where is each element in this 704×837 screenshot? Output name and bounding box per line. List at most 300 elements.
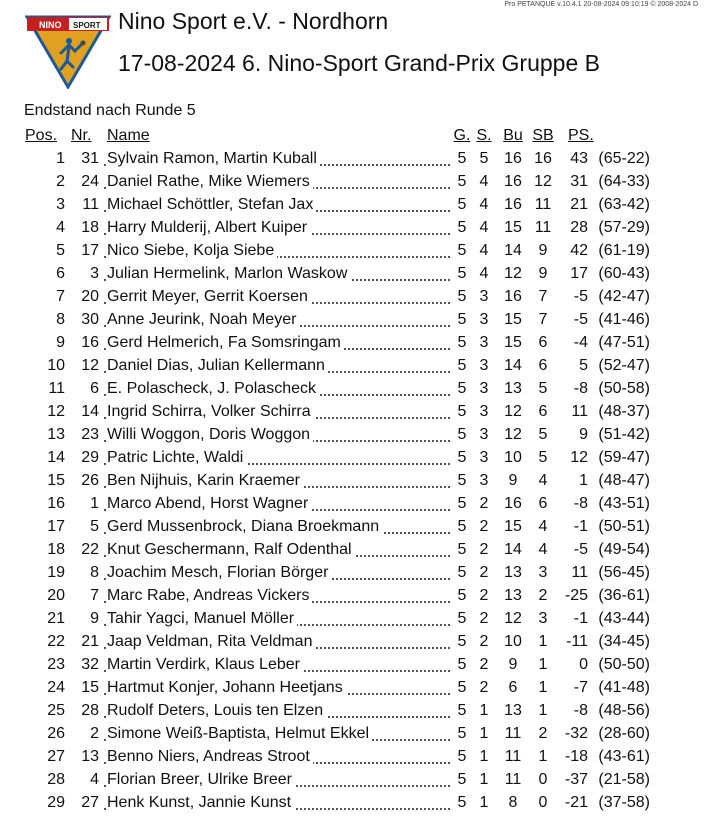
cell-feinbuchholz: 12	[534, 173, 552, 190]
cell-rank: 18	[47, 541, 65, 558]
cell-team-number: 16	[81, 334, 99, 351]
team-name-text: Marc Rabe, Andreas Vickers	[107, 587, 312, 604]
cell-games: 5	[457, 610, 467, 627]
cell-feinbuchholz: 1	[538, 656, 548, 673]
header-ps: PS.	[568, 127, 594, 144]
cell-feinbuchholz: 11	[534, 196, 552, 213]
cell-points-score: (41-46)	[598, 311, 650, 328]
cell-buchholz: 6	[508, 679, 518, 696]
cell-team-number: 12	[81, 357, 99, 374]
cell-points-score: (34-45)	[598, 633, 650, 650]
cell-wins: 2	[479, 656, 489, 673]
cell-games: 5	[457, 656, 467, 673]
cell-points-diff: -8	[573, 702, 588, 719]
cell-points-diff: -5	[573, 541, 588, 558]
cell-games: 5	[457, 794, 467, 811]
cell-points-score: (49-54)	[598, 541, 650, 558]
cell-points-score: (59-47)	[598, 449, 650, 466]
cell-points-score: (43-61)	[598, 748, 650, 765]
svg-text:SPORT: SPORT	[73, 21, 101, 30]
cell-feinbuchholz: 4	[538, 541, 548, 558]
cell-points-score: (61-19)	[598, 242, 650, 259]
header-bu: Bu	[503, 127, 523, 144]
cell-wins: 2	[479, 495, 489, 512]
cell-buchholz: 9	[508, 656, 518, 673]
cell-team-number: 7	[90, 587, 99, 604]
team-name-text: Harry Mulderij, Albert Kuiper	[107, 219, 310, 236]
team-name-text: Simone Weiß-Baptista, Helmut Ekkel	[107, 725, 372, 742]
cell-wins: 1	[479, 748, 489, 765]
cell-team-name	[103, 561, 452, 584]
cell-rank: 24	[47, 679, 65, 696]
cell-feinbuchholz: 1	[538, 633, 548, 650]
cell-buchholz: 16	[504, 150, 522, 167]
table-row	[22, 745, 650, 768]
cell-points-score: (43-44)	[598, 610, 650, 627]
cell-rank: 9	[56, 334, 65, 351]
cell-wins: 3	[479, 288, 489, 305]
cell-feinbuchholz: 5	[538, 426, 548, 443]
cell-games: 5	[457, 725, 467, 742]
team-name-text: Benno Niers, Andreas Stroot	[107, 748, 313, 765]
cell-team-name	[103, 170, 452, 193]
cell-team-number: 18	[81, 219, 99, 236]
header-g: G.	[453, 127, 471, 144]
cell-team-name	[103, 492, 452, 515]
cell-rank: 29	[47, 794, 65, 811]
cell-team-number: 9	[90, 610, 99, 627]
cell-games: 5	[457, 288, 467, 305]
cell-team-number: 1	[90, 495, 99, 512]
cell-rank: 21	[47, 610, 65, 627]
cell-games: 5	[457, 357, 467, 374]
team-name-text: Jaap Veldman, Rita Veldman	[107, 633, 315, 650]
cell-wins: 2	[479, 679, 489, 696]
cell-points-diff: 5	[579, 357, 588, 374]
cell-team-number: 21	[81, 633, 99, 650]
cell-rank: 26	[47, 725, 65, 742]
cell-buchholz: 9	[508, 472, 518, 489]
cell-points-diff: -5	[573, 311, 588, 328]
cell-feinbuchholz: 6	[538, 357, 548, 374]
cell-wins: 4	[479, 173, 489, 190]
cell-games: 5	[457, 702, 467, 719]
cell-feinbuchholz: 16	[534, 150, 552, 167]
team-name-text: E. Polascheck, J. Polascheck	[107, 380, 319, 397]
table-row	[22, 331, 650, 354]
cell-wins: 1	[479, 771, 489, 788]
cell-wins: 4	[479, 265, 489, 282]
svg-text:NINO: NINO	[39, 20, 62, 30]
team-name-text: Anne Jeurink, Noah Meyer	[107, 311, 299, 328]
cell-points-diff: -5	[573, 288, 588, 305]
cell-points-diff: -37	[564, 771, 588, 788]
cell-rank: 1	[56, 150, 65, 167]
cell-team-number: 14	[81, 403, 99, 420]
cell-wins: 3	[479, 334, 489, 351]
cell-rank: 3	[56, 196, 65, 213]
table-row	[22, 400, 650, 423]
team-name-text: Gerd Mussenbrock, Diana Broekmann	[107, 518, 382, 535]
table-row	[22, 262, 650, 285]
cell-team-number: 28	[81, 702, 99, 719]
team-name-text: Ben Nijhuis, Karin Kraemer	[107, 472, 303, 489]
cell-buchholz: 12	[504, 426, 522, 443]
table-row	[22, 791, 650, 814]
cell-feinbuchholz: 4	[538, 518, 548, 535]
team-name-text: Daniel Rathe, Mike Wiemers	[107, 173, 313, 190]
cell-points-score: (52-47)	[598, 357, 650, 374]
cell-wins: 2	[479, 564, 489, 581]
club-logo	[25, 9, 111, 89]
cell-wins: 1	[479, 794, 489, 811]
cell-team-number: 6	[90, 380, 99, 397]
cell-team-number: 30	[81, 311, 99, 328]
cell-buchholz: 16	[504, 495, 522, 512]
cell-team-name	[103, 446, 452, 469]
table-row	[22, 285, 650, 308]
cell-buchholz: 8	[508, 794, 518, 811]
cell-games: 5	[457, 426, 467, 443]
cell-team-name	[103, 607, 452, 630]
cell-wins: 2	[479, 610, 489, 627]
header-sb: SB	[532, 127, 554, 144]
cell-feinbuchholz: 11	[534, 219, 552, 236]
cell-wins: 2	[479, 587, 489, 604]
cell-points-score: (64-33)	[598, 173, 650, 190]
cell-rank: 4	[56, 219, 65, 236]
cell-feinbuchholz: 9	[538, 242, 548, 259]
table-row	[22, 676, 650, 699]
cell-team-number: 29	[81, 449, 99, 466]
cell-rank: 8	[56, 311, 65, 328]
cell-wins: 3	[479, 311, 489, 328]
cell-buchholz: 13	[504, 702, 522, 719]
cell-feinbuchholz: 6	[538, 495, 548, 512]
cell-team-name	[103, 538, 452, 561]
team-name-text: Knut Geschermann, Ralf Odenthal	[107, 541, 355, 558]
cell-wins: 4	[479, 242, 489, 259]
cell-buchholz: 12	[504, 610, 522, 627]
cell-games: 5	[457, 173, 467, 190]
cell-feinbuchholz: 0	[538, 794, 548, 811]
cell-team-number: 32	[81, 656, 99, 673]
cell-buchholz: 13	[504, 587, 522, 604]
cell-buchholz: 10	[504, 449, 522, 466]
cell-team-name	[103, 377, 452, 400]
cell-team-name	[103, 147, 452, 170]
table-row	[22, 630, 650, 653]
cell-rank: 27	[47, 748, 65, 765]
cell-feinbuchholz: 1	[538, 679, 548, 696]
cell-points-diff: 11	[571, 403, 588, 420]
cell-points-diff: 11	[571, 564, 588, 581]
cell-points-score: (43-51)	[598, 495, 650, 512]
team-name-text: Gerrit Meyer, Gerrit Koersen	[107, 288, 311, 305]
cell-rank: 16	[47, 495, 65, 512]
cell-games: 5	[457, 150, 467, 167]
cell-points-score: (36-61)	[598, 587, 650, 604]
cell-team-number: 8	[90, 564, 99, 581]
cell-feinbuchholz: 5	[538, 449, 548, 466]
team-name-text: Tahir Yagci, Manuel Möller	[107, 610, 297, 627]
cell-points-diff: 17	[570, 265, 588, 282]
cell-wins: 2	[479, 518, 489, 535]
table-row	[22, 469, 650, 492]
header-nr: Nr.	[71, 127, 92, 144]
cell-buchholz: 16	[504, 173, 522, 190]
cell-points-score: (60-43)	[598, 265, 650, 282]
cell-wins: 3	[479, 472, 489, 489]
table-row	[22, 584, 650, 607]
cell-team-name	[103, 239, 452, 262]
table-row	[22, 699, 650, 722]
cell-points-diff: -32	[564, 725, 588, 742]
cell-games: 5	[457, 564, 467, 581]
cell-feinbuchholz: 3	[538, 610, 548, 627]
cell-team-number: 27	[81, 794, 99, 811]
cell-team-number: 24	[81, 173, 99, 190]
team-name-text: Marco Abend, Horst Wagner	[107, 495, 311, 512]
table-row	[22, 193, 650, 216]
team-name-text: Florian Breer, Ulrike Breer	[107, 771, 295, 788]
cell-points-diff: 21	[570, 196, 588, 213]
table-row	[22, 446, 650, 469]
event-title: 17-08-2024 6. Nino-Sport Grand-Prix Gruppe B	[118, 50, 600, 76]
cell-games: 5	[457, 196, 467, 213]
cell-team-number: 3	[90, 265, 99, 282]
table-row	[22, 239, 650, 262]
cell-team-name	[103, 630, 452, 653]
cell-points-diff: 28	[570, 219, 588, 236]
standings-table	[22, 124, 650, 814]
cell-buchholz: 12	[504, 403, 522, 420]
team-name-text: Daniel Dias, Julian Kellermann	[107, 357, 328, 374]
table-row	[22, 561, 650, 584]
cell-rank: 13	[47, 426, 65, 443]
cell-buchholz: 11	[504, 725, 522, 742]
team-name-text: Sylvain Ramon, Martin Kuball	[107, 150, 320, 167]
cell-team-name	[103, 653, 452, 676]
table-row	[22, 538, 650, 561]
cell-games: 5	[457, 587, 467, 604]
cell-wins: 2	[479, 633, 489, 650]
team-name-text: Michael Schöttler, Stefan Jax	[107, 196, 316, 213]
cell-points-score: (48-47)	[598, 472, 650, 489]
cell-points-score: (50-50)	[598, 656, 650, 673]
cell-buchholz: 11	[504, 771, 522, 788]
cell-buchholz: 16	[504, 196, 522, 213]
cell-games: 5	[457, 449, 467, 466]
cell-games: 5	[457, 334, 467, 351]
cell-rank: 15	[47, 472, 65, 489]
cell-feinbuchholz: 3	[538, 564, 548, 581]
cell-team-name	[103, 193, 452, 216]
cell-points-diff: 1	[579, 472, 588, 489]
cell-buchholz: 14	[504, 242, 522, 259]
table-row	[22, 147, 650, 170]
cell-team-name	[103, 515, 452, 538]
cell-team-number: 15	[81, 679, 99, 696]
cell-points-score: (28-60)	[598, 725, 650, 742]
cell-buchholz: 14	[504, 357, 522, 374]
cell-feinbuchholz: 1	[538, 748, 548, 765]
cell-points-diff: -4	[573, 334, 588, 351]
cell-team-number: 22	[81, 541, 99, 558]
cell-buchholz: 13	[504, 564, 522, 581]
cell-buchholz: 13	[504, 380, 522, 397]
cell-points-diff: 0	[579, 656, 588, 673]
table-header-row	[22, 124, 650, 147]
organization-title: Nino Sport e.V. - Nordhorn	[118, 8, 389, 34]
team-name-text: Martin Verdirk, Klaus Leber	[107, 656, 303, 673]
cell-team-name	[103, 791, 452, 814]
cell-team-name	[103, 262, 452, 285]
cell-rank: 14	[47, 449, 65, 466]
team-name-text: Joachim Mesch, Florian Börger	[107, 564, 331, 581]
cell-points-score: (63-42)	[598, 196, 650, 213]
team-name-text: Nico Siebe, Kolja Siebe	[107, 242, 277, 259]
cell-feinbuchholz: 5	[538, 380, 548, 397]
cell-team-name	[103, 676, 452, 699]
cell-buchholz: 15	[504, 311, 522, 328]
cell-points-diff: 31	[570, 173, 588, 190]
cell-team-number: 20	[81, 288, 99, 305]
cell-feinbuchholz: 2	[538, 587, 548, 604]
table-row	[22, 768, 650, 791]
cell-points-diff: -7	[573, 679, 588, 696]
table-row	[22, 722, 650, 745]
cell-feinbuchholz: 7	[538, 311, 548, 328]
cell-team-number: 11	[82, 196, 99, 213]
cell-rank: 25	[47, 702, 65, 719]
cell-points-diff: 43	[570, 150, 588, 167]
cell-feinbuchholz: 6	[538, 334, 548, 351]
cell-points-diff: -25	[564, 587, 588, 604]
cell-points-diff: 12	[570, 449, 588, 466]
team-name-text: Gerd Helmerich, Fa Somsringam	[107, 334, 344, 351]
cell-rank: 28	[47, 771, 65, 788]
cell-team-number: 4	[90, 771, 99, 788]
team-name-text: Ingrid Schirra, Volker Schirra	[107, 403, 314, 420]
cell-team-name	[103, 331, 452, 354]
cell-rank: 6	[56, 265, 65, 282]
cell-points-score: (51-42)	[598, 426, 650, 443]
cell-points-score: (56-45)	[598, 564, 650, 581]
cell-feinbuchholz: 9	[538, 265, 548, 282]
cell-points-diff: 42	[570, 242, 588, 259]
cell-rank: 17	[47, 518, 65, 535]
cell-feinbuchholz: 7	[538, 288, 548, 305]
cell-games: 5	[457, 403, 467, 420]
cell-buchholz: 10	[504, 633, 522, 650]
cell-team-number: 23	[81, 426, 99, 443]
cell-points-diff: -8	[573, 380, 588, 397]
cell-wins: 4	[479, 219, 489, 236]
cell-rank: 11	[48, 380, 65, 397]
cell-team-number: 5	[90, 518, 99, 535]
cell-wins: 3	[479, 357, 489, 374]
cell-feinbuchholz: 1	[538, 702, 548, 719]
cell-wins: 1	[479, 702, 489, 719]
cell-games: 5	[457, 265, 467, 282]
cell-team-name	[103, 469, 452, 492]
cell-points-diff: -21	[564, 794, 588, 811]
software-meta: Pro PETANQUE v.10.4.1 20-08-2024 09:10:19 © 2008-2024 D	[504, 1, 698, 8]
team-name-text: Rudolf Deters, Louis ten Elzen	[107, 702, 326, 719]
cell-points-score: (41-48)	[598, 679, 650, 696]
cell-team-number: 26	[81, 472, 99, 489]
cell-team-name	[103, 308, 452, 331]
table-row	[22, 170, 650, 193]
cell-feinbuchholz: 6	[538, 403, 548, 420]
cell-rank: 12	[47, 403, 65, 420]
cell-team-name	[103, 354, 452, 377]
table-row	[22, 423, 650, 446]
cell-games: 5	[457, 518, 467, 535]
cell-team-number: 13	[81, 748, 99, 765]
cell-team-name	[103, 745, 452, 768]
team-name-text: Willi Woggon, Doris Woggon	[107, 426, 313, 443]
cell-points-diff: -11	[566, 633, 588, 650]
table-row	[22, 216, 650, 239]
cell-games: 5	[457, 748, 467, 765]
cell-buchholz: 12	[504, 265, 522, 282]
cell-team-name	[103, 216, 452, 239]
cell-rank: 10	[47, 357, 65, 374]
cell-points-score: (42-47)	[598, 288, 650, 305]
cell-wins: 2	[479, 541, 489, 558]
cell-buchholz: 14	[504, 541, 522, 558]
cell-games: 5	[457, 219, 467, 236]
cell-feinbuchholz: 2	[538, 725, 548, 742]
cell-games: 5	[457, 495, 467, 512]
table-row	[22, 515, 650, 538]
team-name-text: Henk Kunst, Jannie Kunst	[107, 794, 294, 811]
team-name-text: Hartmut Konjer, Johann Heetjans	[107, 679, 346, 696]
cell-team-name	[103, 584, 452, 607]
cell-team-name	[103, 699, 452, 722]
table-row	[22, 377, 650, 400]
cell-games: 5	[457, 633, 467, 650]
cell-wins: 3	[479, 380, 489, 397]
table-row	[22, 607, 650, 630]
cell-games: 5	[457, 242, 467, 259]
cell-points-diff: -18	[564, 748, 588, 765]
cell-team-name	[103, 400, 452, 423]
cell-points-diff: -1	[573, 610, 588, 627]
cell-points-score: (57-29)	[598, 219, 650, 236]
team-name-text: Patric Lichte, Waldi	[107, 449, 246, 466]
cell-team-name	[103, 285, 452, 308]
table-row	[22, 653, 650, 676]
cell-games: 5	[457, 380, 467, 397]
cell-team-number: 17	[81, 242, 99, 259]
cell-team-name	[103, 722, 452, 745]
cell-wins: 3	[479, 426, 489, 443]
cell-points-score: (48-56)	[598, 702, 650, 719]
round-label: Endstand nach Runde 5	[24, 102, 196, 119]
cell-games: 5	[457, 472, 467, 489]
cell-rank: 23	[47, 656, 65, 673]
cell-points-diff: -1	[573, 518, 588, 535]
cell-feinbuchholz: 4	[538, 472, 548, 489]
cell-points-score: (65-22)	[598, 150, 650, 167]
cell-points-score: (50-51)	[598, 518, 650, 535]
cell-games: 5	[457, 541, 467, 558]
table-row	[22, 308, 650, 331]
cell-points-diff: 9	[579, 426, 588, 443]
